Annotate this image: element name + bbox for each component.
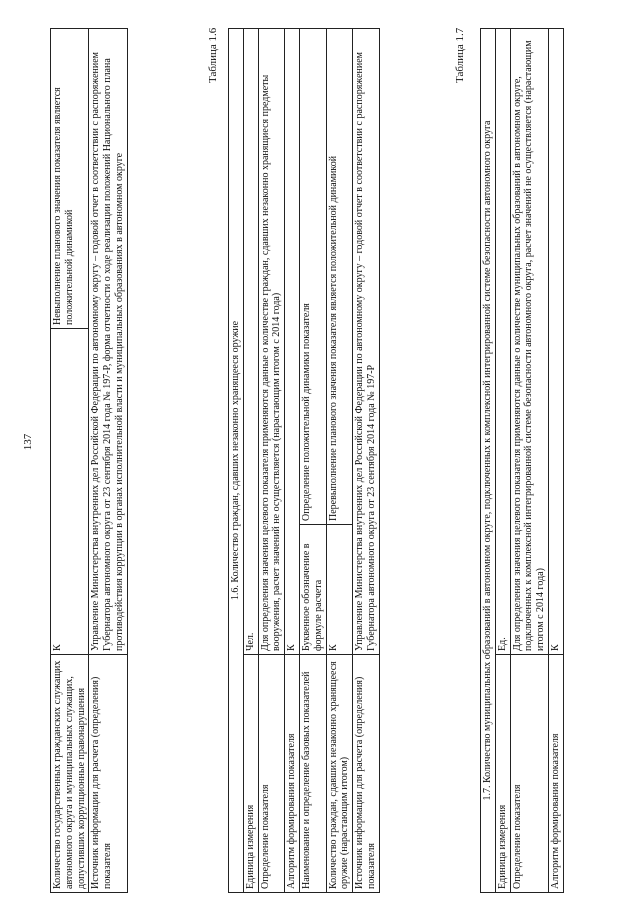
row-label: Источник информации для расчета (определения) показателя (89, 655, 127, 893)
row-label: Количество граждан, сдавших незаконно хранящееся оружие (нарастающим итогом) (326, 655, 353, 893)
row-label: Определение показателя (510, 655, 548, 893)
row-label: Количество государственных гражданских служащих автономного округа и муниципальных служащих, допустивших коррупционные правонарушения (51, 655, 89, 893)
table-row (353, 29, 380, 893)
table-row (243, 29, 258, 893)
row-col-a: Буквенное обозначение в формуле расчета (299, 525, 326, 655)
table-1-5-tail (50, 28, 128, 893)
table-row (285, 29, 300, 893)
row-value: Управление Министерства внутренних дел Российской Федерации по автономному округу – годовой отчет в соответствии с распоряжением Губернатора автономного округа от 23 сентября 2014 года № 197-Р, форма отчетности о ходе реализации положений Национального плана противодействия коррупции в органах исполнительной власти и муниципальных образованиях в автономном округе (89, 29, 127, 655)
table-1-6-label: Таблица 1.6 (207, 27, 219, 83)
row-col-b: Определение положительной динамики показателя (299, 29, 326, 525)
row-col-a: К (326, 525, 353, 655)
row-label: Алгоритм формирования показателя (548, 655, 563, 893)
row-label: Источник информации для расчета (определения) показателя (353, 655, 380, 893)
row-label: Единица измерения (243, 655, 258, 893)
row-value: Чел. (243, 29, 258, 655)
row-symbol: К (51, 329, 89, 655)
row-value: К (548, 29, 563, 655)
row-value: К (285, 29, 300, 655)
table-row (299, 29, 326, 893)
row-label: Наименование и определение базовых показателей (299, 655, 326, 893)
table-row (548, 29, 563, 893)
row-label: Алгоритм формирования показателя (285, 655, 300, 893)
table-title-row (229, 29, 244, 893)
row-value: Управление Министерства внутренних дел Российской Федерации по автономному округу – годовой отчет в соответствии с распоряжением Губернатора автономного округа от 23 сентября 2014 года № 197-Р (353, 29, 380, 655)
table-row (510, 29, 548, 893)
row-value: Для определения значения целевого показателя применяются данные о количестве граждан, сдавших незаконно хранящиеся предметы вооружения, расчет значений не осуществляется (нарастающим итогом с 2014 года) (258, 29, 285, 655)
row-label: Определение показателя (258, 655, 285, 893)
table-title: 1.6. Количество граждан, сдавших незаконно хранящееся оружие (229, 29, 244, 893)
table-title-row (481, 29, 496, 893)
table-row (326, 29, 353, 893)
table-row (495, 29, 510, 893)
table-title: 1.7. Количество муниципальных образований в автономном округе, подключенных к комплексной интегрированной системе безопасности автономного округа (481, 29, 496, 893)
page-number: 137 (22, 433, 34, 451)
row-col-b: Перевыполнение планового значения показателя является положительной динамикой (326, 29, 353, 525)
table-row (89, 29, 127, 893)
row-note: Невыполнение планового значения показателя является положительной динамикой (51, 29, 89, 329)
table-1-7 (480, 28, 564, 893)
table-row (258, 29, 285, 893)
row-label: Единица измерения (495, 655, 510, 893)
table-1-6 (228, 28, 380, 893)
table-row (51, 29, 89, 893)
row-value: Для определения значения целевого показателя применяются данные о количестве муниципальных образований в автономном округе, подключенных к комплексной интегрированной системе безопасности автономного округа, расчет значений не осуществляется (нарастающим итогом с 2014 года) (510, 29, 548, 655)
row-value: Ед. (495, 29, 510, 655)
table-1-7-label: Таблица 1.7 (454, 27, 466, 83)
